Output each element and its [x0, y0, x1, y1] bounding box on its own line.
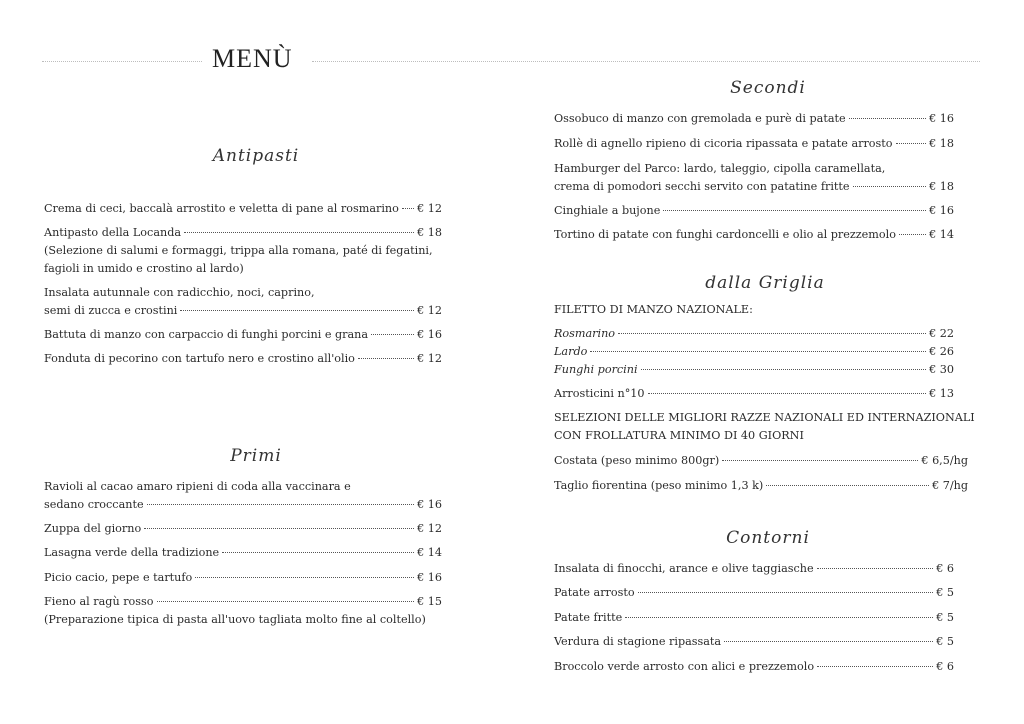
item-price: € 16: [417, 571, 442, 584]
menu-item: [554, 135, 954, 153]
menu-item: [554, 452, 968, 470]
menu-item: [554, 584, 954, 602]
menu-item: [554, 609, 954, 627]
item-price: € 18: [929, 180, 954, 193]
item-price: € 5: [936, 635, 954, 648]
item-name: crema di pomodori secchi servito con patatine fritte: [554, 180, 850, 193]
secondi-title: Secondi: [730, 78, 806, 98]
item-name: Cinghiale a bujone: [554, 204, 661, 217]
item-name: sedano croccante: [44, 498, 144, 511]
antipasti-title: Antipasti: [212, 146, 300, 166]
contorni-title: Contorni: [726, 528, 810, 548]
item-price: € 16: [417, 498, 442, 511]
menu-item: [554, 477, 968, 495]
menu-item: [44, 544, 442, 562]
item-name: Rollè di agnello ripieno di cicoria ripassata e patate arrosto: [554, 137, 893, 150]
griglia-title: dalla Griglia: [705, 273, 825, 293]
item-price: € 13: [929, 387, 954, 400]
menu-item: [44, 326, 442, 344]
item-name-line: Hamburger del Parco: lardo, taleggio, cipolla caramellata,: [554, 162, 886, 175]
menu-item: [554, 226, 954, 244]
item-name: Costata (peso minimo 800gr): [554, 454, 720, 467]
item-name-line: Ravioli al cacao amaro ripieni di coda alla vaccinara e: [44, 480, 351, 493]
item-name: Lardo: [554, 345, 588, 358]
item-name: Verdura di stagione ripassata: [554, 635, 722, 648]
menu-item: [44, 200, 442, 218]
item-price: € 12: [417, 522, 442, 535]
item-name: Insalata di finocchi, arance e olive taggiasche: [554, 562, 814, 575]
item-name: Patate fritte: [554, 611, 623, 624]
page-title: MENÙ: [212, 44, 293, 73]
menu-item: [44, 350, 442, 368]
item-name: Antipasto della Locanda: [44, 226, 182, 239]
item-price: € 22: [929, 327, 954, 340]
item-price: € 6,5/hg: [921, 454, 968, 467]
griglia-filetto-heading: FILETTO DI MANZO NAZIONALE:: [554, 303, 753, 316]
item-name: Fonduta di pecorino con tartufo nero e crostino all'olio: [44, 352, 355, 365]
item-price: € 16: [929, 112, 954, 125]
item-name: Crema di ceci, baccalà arrostito e veletta di pane al rosmarino: [44, 202, 399, 215]
header-rule-right: [312, 61, 980, 62]
item-name: Rosmarino: [554, 327, 616, 340]
item-name: Fieno al ragù rosso: [44, 595, 154, 608]
item-price: € 14: [417, 546, 442, 559]
menu-item: [554, 385, 954, 403]
menu-item: [554, 110, 954, 128]
item-name: Taglio fiorentina (peso minimo 1,3 k): [554, 479, 764, 492]
menu-item: [44, 478, 442, 514]
item-name: Broccolo verde arrosto con alici e prezzemolo: [554, 660, 815, 673]
item-name: Tortino di patate con funghi cardoncelli e olio al prezzemolo: [554, 228, 896, 241]
menu-item: [44, 224, 442, 278]
griglia-selezioni: [554, 409, 975, 445]
item-description: (Preparazione tipica di pasta all'uovo tagliata molto fine al coltello): [44, 613, 426, 626]
item-name: Funghi porcini: [554, 363, 638, 376]
item-price: € 14: [929, 228, 954, 241]
menu-item: [44, 569, 442, 587]
item-price: € 6: [936, 660, 954, 673]
item-price: € 7/hg: [932, 479, 968, 492]
menu-item: [554, 633, 954, 651]
item-description: (Selezione di salumi e formaggi, trippa alla romana, paté di fegatini,: [44, 244, 433, 257]
item-name: Arrosticini n°10: [554, 387, 645, 400]
menu-item: [44, 284, 442, 320]
item-name: semi di zucca e crostini: [44, 304, 178, 317]
item-price: € 5: [936, 611, 954, 624]
item-name: Picio cacio, pepe e tartufo: [44, 571, 193, 584]
primi-title: Primi: [230, 446, 282, 466]
menu-item: [554, 325, 954, 379]
menu-item: [44, 593, 442, 629]
item-price: € 12: [417, 202, 442, 215]
item-price: € 16: [929, 204, 954, 217]
item-price: € 5: [936, 586, 954, 599]
item-price: € 12: [417, 352, 442, 365]
menu-item: [554, 658, 954, 676]
item-name: Lasagna verde della tradizione: [44, 546, 220, 559]
menu-item: [44, 520, 442, 538]
item-name-line: Insalata autunnale con radicchio, noci, caprino,: [44, 286, 315, 299]
menu-item: [554, 560, 954, 578]
header-rule-left: [42, 61, 202, 62]
item-name: Patate arrosto: [554, 586, 635, 599]
item-name: Zuppa del giorno: [44, 522, 142, 535]
item-description: fagioli in umido e crostino al lardo): [44, 262, 244, 275]
selezioni-line: CON FROLLATURA MINIMO DI 40 GIORNI: [554, 429, 804, 442]
item-price: € 18: [417, 226, 442, 239]
item-price: € 26: [929, 345, 954, 358]
menu-item: [554, 202, 954, 220]
item-name: Ossobuco di manzo con gremolada e purè di patate: [554, 112, 846, 125]
item-price: € 16: [417, 328, 442, 341]
item-price: € 12: [417, 304, 442, 317]
item-price: € 30: [929, 363, 954, 376]
menu-item: [554, 160, 954, 196]
item-price: € 18: [929, 137, 954, 150]
item-price: € 15: [417, 595, 442, 608]
item-name: Battuta di manzo con carpaccio di funghi porcini e grana: [44, 328, 369, 341]
item-price: € 6: [936, 562, 954, 575]
selezioni-line: SELEZIONI DELLE MIGLIORI RAZZE NAZIONALI ED INTERNAZIONALI: [554, 411, 975, 424]
